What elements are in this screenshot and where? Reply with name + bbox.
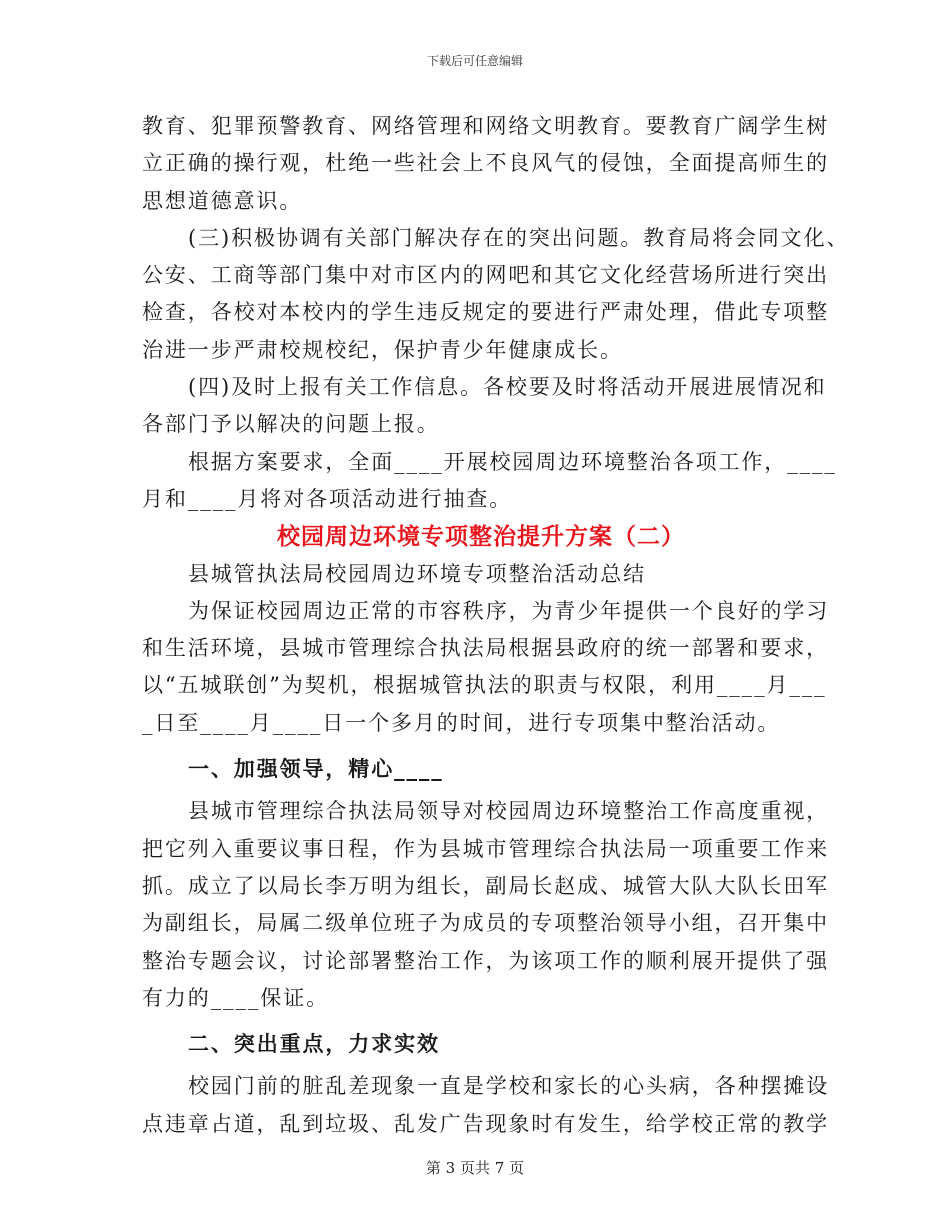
section-title: 校园周边环境专项整治提升方案（二） — [277, 523, 685, 551]
paragraph-line: 以“五城联创”为契机，根据城管执法的职责与权限，利用____月___ — [142, 673, 827, 698]
paragraph-line: (三)积极协调有关部门解决存在的突出问题。教育局将会同文化、 — [188, 225, 850, 250]
page-footer: 第 3 页共 7 页 — [425, 1159, 525, 1177]
paragraph-line: 根据方案要求，全面____开展校园周边环境整治各项工作，____ — [188, 449, 837, 474]
paragraph-line: 县城市管理综合执法局领导对校园周边环境整治工作高度重视， — [188, 799, 830, 824]
paragraph-line: 教育、犯罪预警教育、网络管理和网络文明教育。要教育广阔学生树 — [142, 114, 829, 138]
document-body — [142, 108, 850, 1143]
paragraph-line: 公安、工商等部门集中对市区内的网吧和其它文化经营场所进行突出 — [142, 263, 829, 288]
subtitle: 县城管执法局校园周边环境专项整治活动总结 — [188, 561, 646, 586]
heading-2: 二、突出重点，力求实效 — [188, 1031, 440, 1057]
heading-1: 一、加强领导，精心____ — [188, 756, 444, 782]
paragraph-line: 月和____月将对各项活动进行抽查。 — [142, 486, 513, 511]
paragraph-line: 把它列入重要议事日程，作为县城市管理综合执法局一项重要工作来 — [142, 836, 829, 861]
paragraph-line: 整治专题会议，讨论部署整治工作，为该项工作的顺利展开提供了强 — [142, 948, 829, 973]
paragraph-line: (四)及时上报有关工作信息。各校要及时将活动开展进展情况和 — [188, 375, 827, 400]
paragraph-line: 为副组长，局属二级单位班子为成员的专项整治领导小组，召开集中 — [142, 911, 829, 936]
paragraph-line: 校园门前的脏乱差现象一直是学校和家长的心头病，各种摆摊设 — [188, 1074, 830, 1099]
paragraph-line: 抓。成立了以局长李万明为组长，副局长赵成、城管大队大队长田军 — [142, 873, 829, 898]
paragraph-line: 有力的____保证。 — [142, 985, 329, 1010]
page-header: 下载后可任意编辑 — [426, 54, 523, 68]
paragraph-line: _日至____月____日一个多月的时间，进行专项集中整治活动。 — [142, 710, 781, 735]
paragraph-line: 和生活环境，县城市管理综合执法局根据县政府的统一部署和要求， — [142, 636, 829, 661]
paragraph-line: 检查，各校对本校内的学生违反规定的要进行严肃处理，借此专项整 — [142, 300, 829, 325]
paragraph-line: 点违章占道，乱到垃圾、乱发广告现象时有发生，给学校正常的教学 — [142, 1111, 829, 1136]
paragraph-line: 立正确的操行观，杜绝一些社会上不良风气的侵蚀，全面提高师生的 — [142, 151, 829, 176]
paragraph-line: 各部门予以解决的问题上报。 — [142, 412, 440, 437]
paragraph-line: 治进一步严肃校规校纪，保护青少年健康成长。 — [142, 337, 623, 362]
paragraph-line: 思想道德意识。 — [142, 188, 303, 213]
paragraph-line: 为保证校园周边正常的市容秩序，为青少年提供一个良好的学习 — [188, 598, 830, 623]
